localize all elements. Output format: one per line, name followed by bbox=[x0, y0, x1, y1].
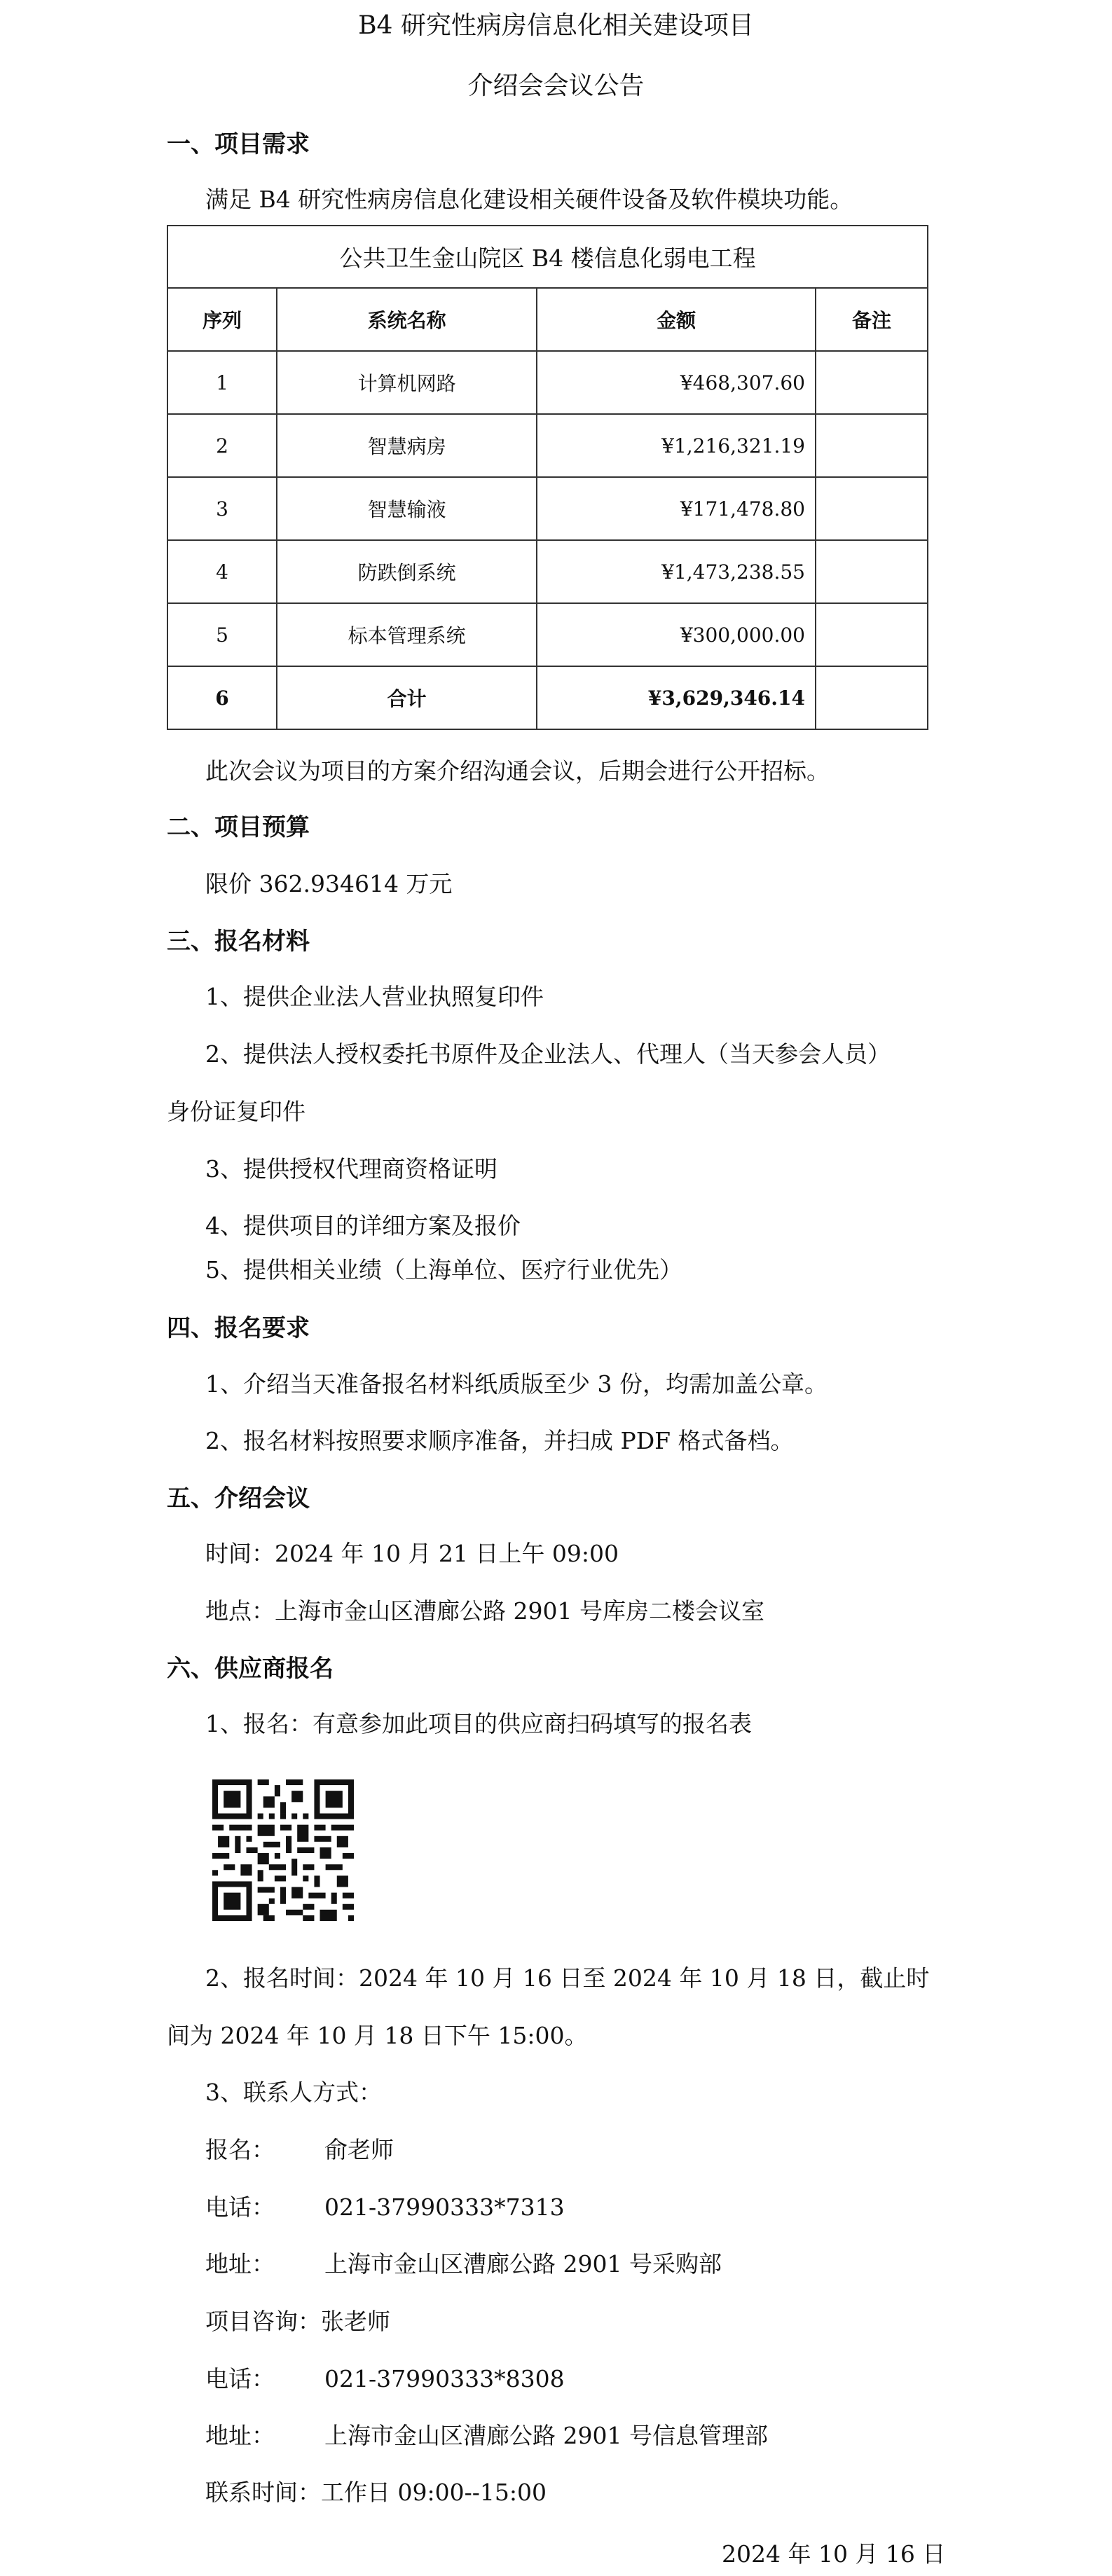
contact1-address-row bbox=[205, 2246, 722, 2279]
section2-heading: 二、项目预算 bbox=[167, 813, 310, 841]
cell-index: 2 bbox=[167, 414, 277, 477]
contact2-phone-row bbox=[205, 2361, 565, 2394]
contact-hours: 联系时间：工作日 09:00--15:00 bbox=[205, 2479, 547, 2506]
section1-after-table: 此次会议为项目的方案介绍沟通会议，后期会进行公开招标。 bbox=[205, 757, 830, 785]
contact1-address: 上海市金山区漕廊公路 2901 号采购部 bbox=[324, 2250, 722, 2278]
registration-item-2: 2、报名时间：2024 年 10 月 16 日至 2024 年 10 月 18 日，截止时 bbox=[205, 1964, 930, 1992]
section3-heading: 三、报名材料 bbox=[167, 928, 310, 956]
table-total-row bbox=[167, 666, 928, 729]
requirement-item-1: 1、介绍当天准备报名材料纸质版至少 3 份，均需加盖公章。 bbox=[205, 1370, 828, 1398]
contact2-name: 张老师 bbox=[321, 2308, 390, 2335]
registration-item-1: 1、报名：有意参加此项目的供应商扫码填写的报名表 bbox=[205, 1710, 752, 1737]
cell-amount: ¥171,478.80 bbox=[537, 477, 816, 540]
cell-index: 5 bbox=[167, 603, 277, 666]
document-subtitle: 介绍会会议公告 bbox=[467, 71, 645, 100]
contact1-name: 俞老师 bbox=[324, 2136, 394, 2163]
registration-qr-code[interactable] bbox=[212, 1779, 354, 1921]
cell-amount: ¥3,629,346.14 bbox=[537, 666, 816, 729]
cell-system: 合计 bbox=[277, 666, 537, 729]
contact1-phone: 021-37990333*7313 bbox=[324, 2193, 565, 2221]
contact1-name-row bbox=[205, 2132, 394, 2165]
budget-text: 限价 362.934614 万元 bbox=[205, 870, 453, 897]
cell-index: 1 bbox=[167, 351, 277, 414]
col-header-note: 备注 bbox=[816, 288, 928, 351]
registration-item-2-cont: 间为 2024 年 10 月 18 日下午 15:00。 bbox=[167, 2022, 588, 2049]
cell-index: 6 bbox=[167, 666, 277, 729]
section1-heading: 一、项目需求 bbox=[167, 130, 310, 158]
cell-amount: ¥300,000.00 bbox=[537, 603, 816, 666]
cell-note bbox=[816, 477, 928, 540]
contact2-name-row bbox=[205, 2303, 390, 2336]
table-caption: 公共卫生金山院区 B4 楼信息化弱电工程 bbox=[167, 226, 928, 288]
table-row bbox=[167, 477, 928, 540]
cell-amount: ¥1,216,321.19 bbox=[537, 414, 816, 477]
systems-table bbox=[167, 225, 928, 730]
cell-amount: ¥1,473,238.55 bbox=[537, 540, 816, 603]
cell-note bbox=[816, 414, 928, 477]
cell-index: 4 bbox=[167, 540, 277, 603]
section4-heading: 四、报名要求 bbox=[167, 1314, 310, 1342]
contact2-phone-label: 电话： bbox=[205, 2365, 275, 2392]
material-item-2: 2、提供法人授权委托书原件及企业法人、代理人（当天参会人员） bbox=[205, 1040, 891, 1068]
cell-note bbox=[816, 666, 928, 729]
table-row bbox=[167, 540, 928, 603]
table-header-row bbox=[167, 288, 928, 351]
registration-item-3: 3、联系人方式： bbox=[205, 2079, 382, 2106]
cell-system: 标本管理系统 bbox=[277, 603, 537, 666]
cell-system: 智慧病房 bbox=[277, 414, 537, 477]
contact2-phone: 021-37990333*8308 bbox=[324, 2365, 565, 2392]
contact2-address: 上海市金山区漕廊公路 2901 号信息管理部 bbox=[324, 2422, 768, 2449]
contact2-address-row bbox=[205, 2418, 768, 2451]
material-item-3: 3、提供授权代理商资格证明 bbox=[205, 1155, 497, 1183]
contact2-address-label: 地址： bbox=[205, 2422, 275, 2449]
contact1-address-label: 地址： bbox=[205, 2250, 275, 2278]
cell-note bbox=[816, 351, 928, 414]
contact2-name-label: 项目咨询： bbox=[205, 2308, 321, 2335]
meeting-time: 时间：2024 年 10 月 21 日上午 09:00 bbox=[205, 1540, 619, 1567]
col-header-system: 系统名称 bbox=[277, 288, 537, 351]
material-item-4: 4、提供项目的详细方案及报价 bbox=[205, 1212, 521, 1239]
cell-note bbox=[816, 603, 928, 666]
cell-system: 计算机网路 bbox=[277, 351, 537, 414]
section1-intro: 满足 B4 研究性病房信息化建设相关硬件设备及软件模块功能。 bbox=[205, 186, 853, 213]
table-row bbox=[167, 603, 928, 666]
table-row bbox=[167, 351, 928, 414]
table-row bbox=[167, 414, 928, 477]
contact1-phone-row bbox=[205, 2189, 565, 2222]
cell-system: 智慧输液 bbox=[277, 477, 537, 540]
cell-note bbox=[816, 540, 928, 603]
cell-index: 3 bbox=[167, 477, 277, 540]
col-header-index: 序列 bbox=[167, 288, 277, 351]
section6-heading: 六、供应商报名 bbox=[167, 1655, 334, 1683]
material-item-2-cont: 身份证复印件 bbox=[167, 1098, 306, 1125]
contact1-name-label: 报名： bbox=[205, 2136, 275, 2163]
cell-system: 防跌倒系统 bbox=[277, 540, 537, 603]
material-item-5: 5、提供相关业绩（上海单位、医疗行业优先） bbox=[205, 1256, 682, 1283]
meeting-place: 地点：上海市金山区漕廊公路 2901 号库房二楼会议室 bbox=[205, 1597, 764, 1625]
document-title: B4 研究性病房信息化相关建设项目 bbox=[358, 11, 754, 40]
section5-heading: 五、介绍会议 bbox=[167, 1485, 310, 1513]
contact1-phone-label: 电话： bbox=[205, 2193, 275, 2221]
requirement-item-2: 2、报名材料按照要求顺序准备，并扫成 PDF 格式备档。 bbox=[205, 1427, 794, 1454]
material-item-1: 1、提供企业法人营业执照复印件 bbox=[205, 983, 544, 1010]
cell-amount: ¥468,307.60 bbox=[537, 351, 816, 414]
signature-date: 2024 年 10 月 16 日 bbox=[722, 2540, 946, 2568]
col-header-amount: 金额 bbox=[537, 288, 816, 351]
